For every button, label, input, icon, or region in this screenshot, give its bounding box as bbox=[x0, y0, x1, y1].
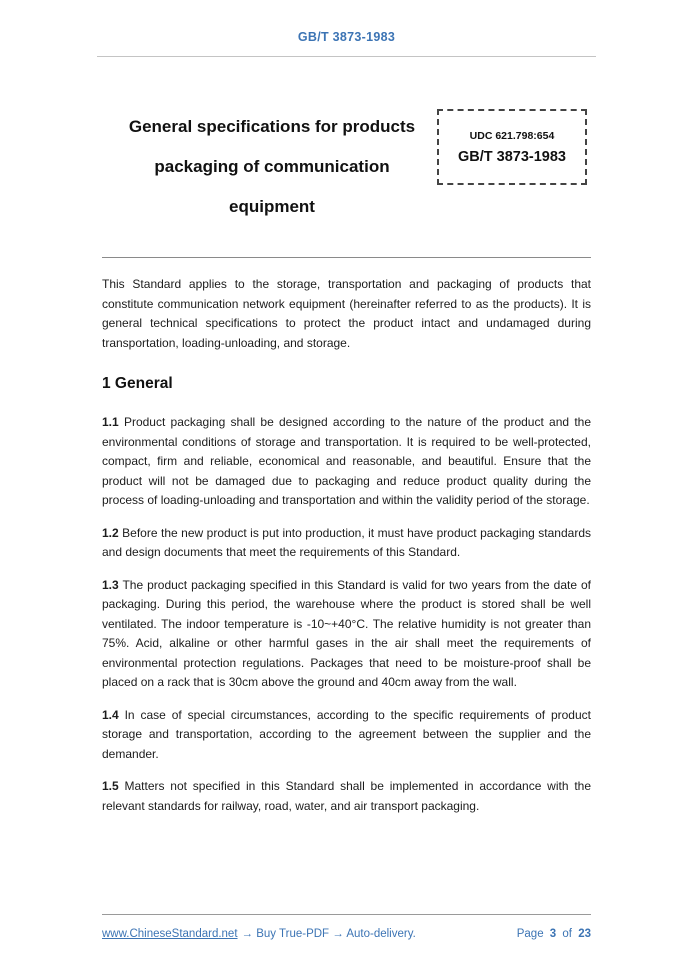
clause-number: 1.4 bbox=[102, 707, 119, 722]
title-line-3: equipment bbox=[229, 197, 315, 216]
clause-text: Matters not specified in this Standard shall be implemented in accordance with the relevant standards for railway, road, water, and air transport packaging. bbox=[102, 779, 592, 813]
footer-link[interactable]: www.ChineseStandard.net bbox=[102, 928, 238, 940]
document-title bbox=[102, 107, 442, 227]
page-number: 3 bbox=[549, 928, 557, 940]
page-total: 23 bbox=[578, 928, 591, 940]
of-label: of bbox=[562, 928, 572, 940]
clause-1-1 bbox=[102, 413, 591, 511]
standard-code: GB/T 3873-1983 bbox=[457, 148, 566, 165]
clause-number: 1.1 bbox=[102, 415, 119, 429]
clause-text: Product packaging shall be designed according to the nature of the product and the environmental conditions of storage and transportation. It is required to be well-protected, compact, firm and reliable, economical and reasonable, and beautiful. Ensure that the product will not be damaged due to packaging and reduce product quality during the process of loading-unloading and transportation and within the validity period of the storage. bbox=[102, 415, 591, 507]
section-heading: 1 General bbox=[102, 375, 173, 392]
footer bbox=[0, 914, 693, 940]
udc-box bbox=[437, 109, 587, 185]
footer-left bbox=[102, 928, 416, 940]
title-line-2: packaging of communication bbox=[154, 157, 390, 176]
clause-text: Before the new product is put into production, it must have product packaging standards and design documents that meet the requirements of this Standard. bbox=[102, 525, 591, 559]
page-content bbox=[0, 107, 693, 816]
intro-paragraph: This Standard applies to the storage, transportation and packaging of products that constitute communication network equipment (hereinafter referred to as the products). It is general technical specifications to protect the product intact and undamaged during transportation, loading-unloading, and storage. bbox=[102, 277, 591, 350]
title-block bbox=[102, 107, 591, 237]
title-line-1: General specifications for products bbox=[128, 117, 416, 136]
clause-number: 1.2 bbox=[102, 525, 119, 540]
page-indicator bbox=[514, 928, 591, 940]
page-label: Page bbox=[516, 928, 544, 940]
footer-divider bbox=[102, 914, 591, 915]
footer-tagline: → Buy True-PDF → Auto-delivery. bbox=[241, 928, 416, 940]
header-doc-number: GB/T 3873-1983 bbox=[297, 30, 396, 44]
clause-number: 1.5 bbox=[102, 779, 119, 793]
clause-1-4 bbox=[102, 706, 591, 765]
clause-1-5 bbox=[102, 777, 591, 816]
clause-1-3 bbox=[102, 576, 591, 693]
clause-number: 1.3 bbox=[102, 577, 119, 592]
title-divider bbox=[102, 257, 591, 258]
clause-text: The product packaging specified in this Standard is valid for two years from the date of packaging. During this period, the warehouse where the product is stored shall be well ventilated. The indoor temperature is -10~+40°C. The relative humidity is not greater than 75%. Acid, alkaline or other harmful gases in the air shall meet the requirements of environmental protection regulations. Packages that need to be moisture-proof shall be placed on a rack that is 30cm above the ground and 40cm away from the wall. bbox=[102, 577, 591, 689]
header-divider bbox=[97, 56, 596, 57]
clause-1-2 bbox=[102, 524, 591, 563]
udc-code: UDC 621.798:654 bbox=[469, 129, 555, 142]
clause-text: In case of special circumstances, according to the specific requirements of product storage and transportation, according to the agreement between the supplier and the demander. bbox=[102, 707, 591, 761]
